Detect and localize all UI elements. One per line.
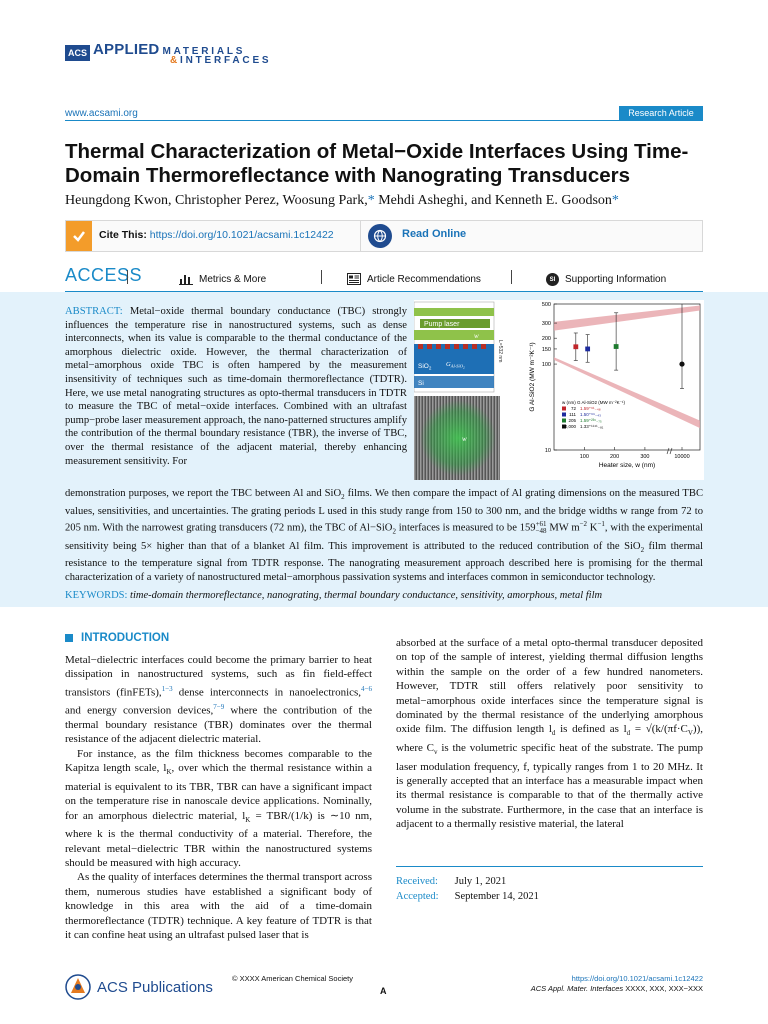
subscript: V xyxy=(687,729,693,738)
accepted-date: September 14, 2021 xyxy=(454,891,539,902)
x-tick-label: 300 xyxy=(640,454,650,460)
intro-paragraph xyxy=(396,636,703,832)
subscript: v xyxy=(434,748,438,757)
recommendations-button[interactable] xyxy=(347,273,481,285)
checkmark-icon xyxy=(66,221,92,251)
read-online-link[interactable]: Read Online xyxy=(402,228,467,240)
legend-value: 1.59⁺⁶¹₋₄₈ xyxy=(580,406,601,411)
tbc-plot xyxy=(529,302,700,469)
intro-text: is defined as l xyxy=(555,723,627,736)
introduction-heading xyxy=(65,632,169,644)
corresponding-author-mark[interactable]: * xyxy=(611,193,619,208)
intro-text: absorbed at the surface of a metal opto-thermal transducer deposited on top of the sample of interest, yielding thermal diffusion lengths within the sample on the order of a few hundred nanometers. However, TDTR still offers relatively poor sensitivity to metal−amorphous oxide interfaces since the temperature signal is dominated by the thermal resistance of the underlying amorphous oxide film. The diffusion length l xyxy=(396,637,703,736)
access-divider xyxy=(127,270,128,284)
intro-left-column xyxy=(65,653,372,942)
section-square-icon xyxy=(65,634,73,642)
legend-w: 72 xyxy=(570,406,576,411)
acs-logo-box: ACS xyxy=(65,45,90,61)
data-point xyxy=(614,344,619,349)
data-point xyxy=(585,347,590,352)
access-divider xyxy=(511,270,512,284)
superscript: −1 xyxy=(597,520,605,529)
abstract-body: MW m xyxy=(546,522,580,534)
keywords-list: time-domain thermoreflectance, nanograting, thermal boundary conductance, sensitivity, amorphous, metal film xyxy=(130,590,603,601)
y-tick-label: 300 xyxy=(541,321,551,328)
legend-value: 1.50⁺⁶⁹₋₄₃ xyxy=(580,412,601,417)
data-point xyxy=(679,361,684,366)
subscript: 2 xyxy=(392,527,396,536)
journal-volume: XXXX, XXX, XXX−XXX xyxy=(623,984,703,993)
recommendations-label: Article Recommendations xyxy=(367,273,481,285)
subscript: K xyxy=(166,768,172,777)
x-tick-label: 100 xyxy=(579,454,589,460)
legend-swatch xyxy=(562,407,566,411)
y-tick-label: 200 xyxy=(541,336,551,343)
intro-text: dense interconnects in nanoelectronics, xyxy=(172,686,362,699)
cite-label: Cite This: xyxy=(99,229,147,241)
journal-name-interfaces: INTERFACES xyxy=(180,55,272,66)
data-point xyxy=(573,344,578,349)
article-title: Thermal Characterization of Metal−Oxide Interfaces Using Time-Domain Thermoreflectance with Nanograting Transducers xyxy=(65,140,689,187)
subscript: d xyxy=(626,729,631,738)
device-schematic xyxy=(414,302,503,392)
page-number: A xyxy=(380,986,387,996)
intro-right-column xyxy=(396,636,703,832)
pump-laser-label: Pump laser xyxy=(424,321,460,328)
received-label: Received: xyxy=(396,876,438,887)
journal-name-materials: MATERIALS xyxy=(162,46,246,57)
abstract-body: demonstration purposes, we report the TBC between Al and SiO xyxy=(65,488,342,499)
introduction-title: INTRODUCTION xyxy=(81,632,170,644)
metrics-button[interactable] xyxy=(179,273,266,285)
legend-value: 1.59⁺²³⁶₋₇₅ xyxy=(580,418,602,423)
legend-swatch xyxy=(562,413,566,417)
intro-paragraph: As the quality of interfaces determines the thermal transport across them, numerous studies have established a significant body of knowledge in this area with the aid of a time-domain thermoreflectance (TDTR) technique. A key feature of TDTR is that it can confine heat using an ultrafast pulsed laser that is xyxy=(65,871,372,941)
keywords-label: KEYWORDS: xyxy=(65,590,128,601)
abstract-text-full xyxy=(65,487,703,584)
access-label: ACCESS xyxy=(65,265,143,285)
site-url-link[interactable]: www.acsami.org xyxy=(65,108,138,119)
y-axis-label: G Al-SiO2 (MW m⁻²K⁻¹) xyxy=(529,342,536,412)
header-divider xyxy=(65,120,703,121)
legend-w: 111 xyxy=(569,412,576,417)
journal-abbrev: ACS Appl. Mater. Interfaces xyxy=(530,984,624,993)
si-label: Si xyxy=(418,380,424,387)
y-tick-label: 10 xyxy=(544,448,551,454)
toc-figure-graphic xyxy=(414,300,704,480)
doi-link[interactable]: https://doi.org/10.1021/acsami.1c12422 xyxy=(149,229,334,241)
acs-publications-logo[interactable] xyxy=(65,974,213,1000)
y-tick-label: 500 xyxy=(541,302,551,308)
authors-part2: Mehdi Asheghi, and Kenneth E. Goodson xyxy=(374,193,612,208)
article-dates xyxy=(396,866,703,904)
w-label-sem: w xyxy=(462,435,467,443)
keywords xyxy=(65,590,602,601)
intro-text: Metal−dielectric interfaces could become the primary barrier to heat dissipation in nanostructured systems, such as fin field-effect transistors (finFETs), xyxy=(65,654,372,699)
abstract-body: film thermal resistance to the temperature signal from TDTR response. The nanograting measurement approach described here is promising for the thermal characterization of a variety of nanostructured metal−amorphous passivation systems and interfaces common in semiconductor technology. xyxy=(65,540,703,583)
subscript: 2 xyxy=(640,545,645,554)
intro-text: is the volumetric specific heat of the substrate. The pump laser modulation frequency, f, typically ranges from 1 to 20 MHz. It is generally accepted that an interface has a measurable impact when its thermal resistance is comparable to that of the thermally active volume in the substrate. Furthermore, in the case that an interface is adjacent to a thermally resistive material, the lateral xyxy=(396,742,703,831)
author-list xyxy=(65,193,619,209)
sio2-label: SiO$_2$ xyxy=(418,363,432,371)
accepted-row xyxy=(396,889,703,904)
subscript: 2 xyxy=(341,493,345,502)
corresponding-author-mark[interactable]: * xyxy=(367,193,375,208)
footer-doi-link[interactable]: https://doi.org/10.1021/acsami.1c12422 xyxy=(571,974,703,983)
cite-read-box xyxy=(65,220,703,252)
journal-name-applied: APPLIED xyxy=(93,41,160,58)
intro-text: For instance, as the film thickness becomes comparable to the Kapitza length scale, l xyxy=(65,747,372,775)
access-divider xyxy=(321,270,322,284)
copyright: © XXXX American Chemical Society xyxy=(232,974,353,983)
citation-ref[interactable]: 4−6 xyxy=(361,684,372,693)
abstract-body-left: Metal−oxide thermal boundary conductance (TBC) strongly influences the temperature rise in nanostructured systems, such as dense interconnects, when its value is comparable to the thermal conductance of the amorphous dielectric oxide. However, the thermal characterization of metal−amorphous oxide TBC is often hampered by the measurement insensitivity of techniques such as time-domain thermoreflectance (TDTR). Here, we use metal nanograting structures as opto-thermal transducers in TDTR to measure the TBC of metal−oxide interfaces. Combined with an ultrafast pump−probe laser measurement approach, the nano-patterned structures amplify the contribution of the thermal boundary resistance (TBR), the inverse of TBC, over the thermal resistance of the adjacent material, thereby enhancing measurement sensitivity. For xyxy=(65,306,407,467)
toc-figure xyxy=(414,300,704,480)
globe-icon[interactable] xyxy=(368,224,392,248)
citation-ref[interactable]: 1−3 xyxy=(161,684,173,693)
legend-header: w (nm) G Al-SiO2 (MW m⁻²K⁻¹) xyxy=(562,400,625,405)
intro-text: , over which the thermal resistance within a material is equivalent to its TBR, TBR can have a significant impact on the temperature rise in nanoscale device applications. Nominally, for an amorphous dielectric material, l xyxy=(65,762,372,822)
abstract-body: K xyxy=(587,522,598,534)
abstract-text-left xyxy=(65,305,407,468)
bar-chart-icon xyxy=(179,273,193,285)
abstract-label: ABSTRACT: xyxy=(65,306,123,317)
article-icon xyxy=(347,273,361,285)
article-type-badge: Research Article xyxy=(619,106,703,120)
tbc-minus: −48 xyxy=(535,527,547,536)
access-bar xyxy=(65,265,703,291)
tbc-uncertainty xyxy=(536,521,547,535)
abstract-body: interfaces is measured to be 159 xyxy=(395,522,536,534)
citation-ref[interactable]: 7−9 xyxy=(213,702,225,711)
legend-swatch xyxy=(562,419,566,423)
journal-name-amp: & xyxy=(170,55,181,66)
legend-value: 1.33⁺¹¹⁴¹₋₈₁ xyxy=(580,424,604,429)
cite-divider xyxy=(360,221,361,251)
y-tick-label: 100 xyxy=(541,362,551,369)
acs-logo-icon xyxy=(65,974,91,1000)
accepted-label: Accepted: xyxy=(396,891,439,902)
legend-w: 205 xyxy=(568,418,576,423)
w-label-top: w xyxy=(474,332,479,340)
footer-citation xyxy=(531,974,703,994)
period-label: L=532 nm xyxy=(497,340,503,363)
received-date: July 1, 2021 xyxy=(454,876,507,887)
acs-publications-text: ACS Publications xyxy=(97,978,213,996)
intro-paragraph xyxy=(65,653,372,747)
x-tick-label: 10000 xyxy=(674,454,690,460)
legend-w: 10,000 xyxy=(562,424,576,429)
intro-paragraph xyxy=(65,747,372,871)
y-tick-label: 150 xyxy=(541,346,551,353)
subscript: K xyxy=(245,815,251,824)
supporting-info-label: Supporting Information xyxy=(565,274,667,285)
superscript: −2 xyxy=(579,520,588,529)
g-al-sio2-label: $G_{Al-SiO}2$ xyxy=(446,361,465,370)
journal-logo xyxy=(65,42,271,66)
metrics-label: Metrics & More xyxy=(199,273,267,285)
intro-text: and energy conversion devices, xyxy=(65,704,214,717)
x-axis-label: Heater size, w (nm) xyxy=(598,462,656,469)
abstract-body: , with the experimental sensitivity being 5× higher than that of a blanket Al film. This improvement is attributed to the reduced contribution of the SiO xyxy=(65,522,703,552)
supporting-info-button[interactable] xyxy=(546,273,666,286)
authors-part1: Heungdong Kwon, Christopher Perez, Woosung Park, xyxy=(65,193,368,208)
intro-text: = √(k/(πf·C xyxy=(630,723,688,736)
abstract-body: films. We then compare the impact of Al grating dimensions on the measured TBC values, sensitivities, and uncertainties. The grating periods L used in this study range from 150 to 300 nm, and the bridge widths w range from 72 to 205 nm. With the narrowest grating transducers (72 nm), the TBC of Al−SiO xyxy=(65,488,704,534)
sem-image xyxy=(414,396,500,480)
x-tick-label: 200 xyxy=(610,454,620,460)
intro-text: = TBR/(1/k) is ∼10 nm, where k is the thermal conductivity of a material. Therefore, the relevant metal−dielectric TBR within the nanostructured systems should be measured with high accuracy. xyxy=(65,809,372,869)
received-row xyxy=(396,874,703,889)
supporting-info-icon: SI xyxy=(546,273,559,286)
subscript: d xyxy=(551,729,556,738)
tbc-plus: +61 xyxy=(535,520,547,529)
intro-text: )), where C xyxy=(396,723,703,755)
cite-this xyxy=(99,229,334,241)
intro-text: where the contribution of the thermal boundary resistance (TBR) dominates over the thermal resistance of the adjacent dielectric material. xyxy=(65,704,372,746)
